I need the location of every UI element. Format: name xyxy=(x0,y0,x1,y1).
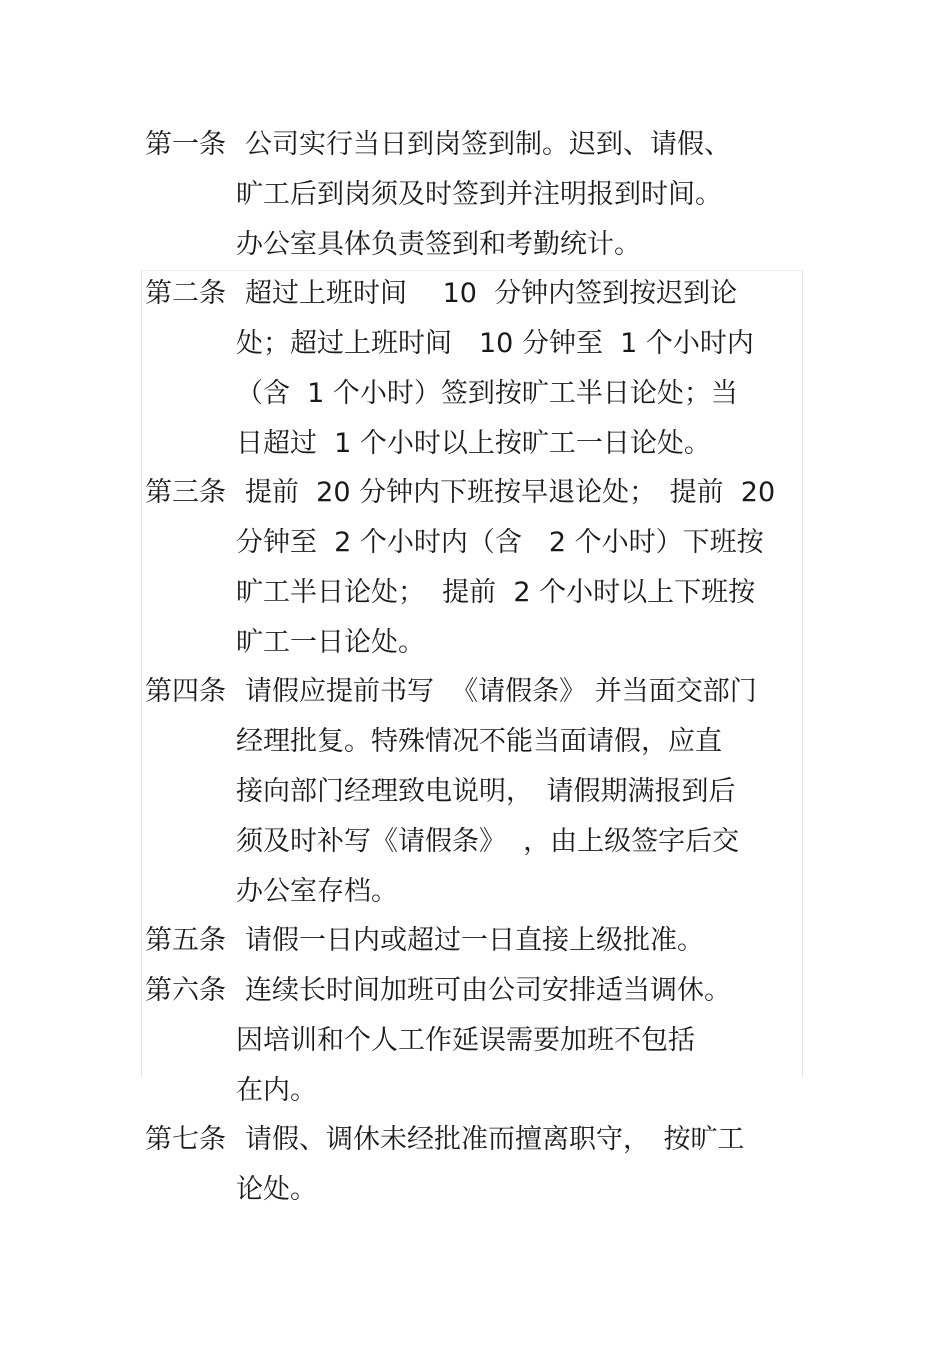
article-line: 处；超过上班时间 10 分钟至 1 个小时内 xyxy=(236,328,754,359)
article-line: 在内。 xyxy=(236,1075,317,1106)
article-line: 论处。 xyxy=(236,1174,317,1205)
article-text xyxy=(236,269,816,469)
article-line: 日超过 1 个小时以上按旷工一日论处。 xyxy=(236,428,711,459)
article-line: 请假一日内或超过一日直接上级批准。 xyxy=(245,925,704,956)
article-line: 连续长时间加班可由公司安排适当调休。 xyxy=(245,975,731,1006)
article-line: 请假、调休未经批准而擅离职守， 按旷工 xyxy=(245,1124,745,1155)
article-line: 旷工后到岗须及时签到并注明报到时间。 xyxy=(236,179,722,210)
article-line: 因培训和个人工作延误需要加班不包括 xyxy=(236,1025,695,1056)
article-text xyxy=(236,120,816,270)
article-label: 第四条 xyxy=(145,676,226,707)
article-label: 第一条 xyxy=(145,129,226,160)
article-text xyxy=(236,966,816,1116)
article-label: 第六条 xyxy=(145,975,226,1006)
article-label: 第三条 xyxy=(145,477,226,508)
article-label: 第五条 xyxy=(145,925,226,956)
article-line: 提前 20 分钟内下班按早退论处； 提前 20 xyxy=(245,477,776,508)
article-text xyxy=(236,1115,816,1215)
article-label: 第二条 xyxy=(145,278,226,309)
article-line: 接向部门经理致电说明， 请假期满报到后 xyxy=(236,776,736,807)
article-line: 请假应提前书写 《请假条》 并当面交部门 xyxy=(245,676,757,707)
article-text xyxy=(236,468,816,668)
article-line: 办公室存档。 xyxy=(236,876,398,907)
article-line: 公司实行当日到岗签到制。迟到、请假、 xyxy=(245,129,731,160)
article-line: 旷工半日论处； 提前 2 个小时以上下班按 xyxy=(236,577,756,608)
article-line: （含 1 个小时）签到按旷工半日论处；当 xyxy=(236,378,738,409)
article-line: 办公室具体负责签到和考勤统计。 xyxy=(236,229,641,260)
article-line: 须及时补写《请假条》 ，由上级签字后交 xyxy=(236,826,740,857)
article-label: 第七条 xyxy=(145,1124,226,1155)
article-text xyxy=(236,667,816,917)
article-line: 经理批复。特殊情况不能当面请假，应直 xyxy=(236,726,722,757)
article-line: 超过上班时间 10 分钟内签到按迟到论 xyxy=(245,278,738,309)
article-line: 旷工一日论处。 xyxy=(236,627,425,658)
article-line: 分钟至 2 个小时内（含 2 个小时）下班按 xyxy=(236,527,764,558)
article-text xyxy=(236,916,816,966)
